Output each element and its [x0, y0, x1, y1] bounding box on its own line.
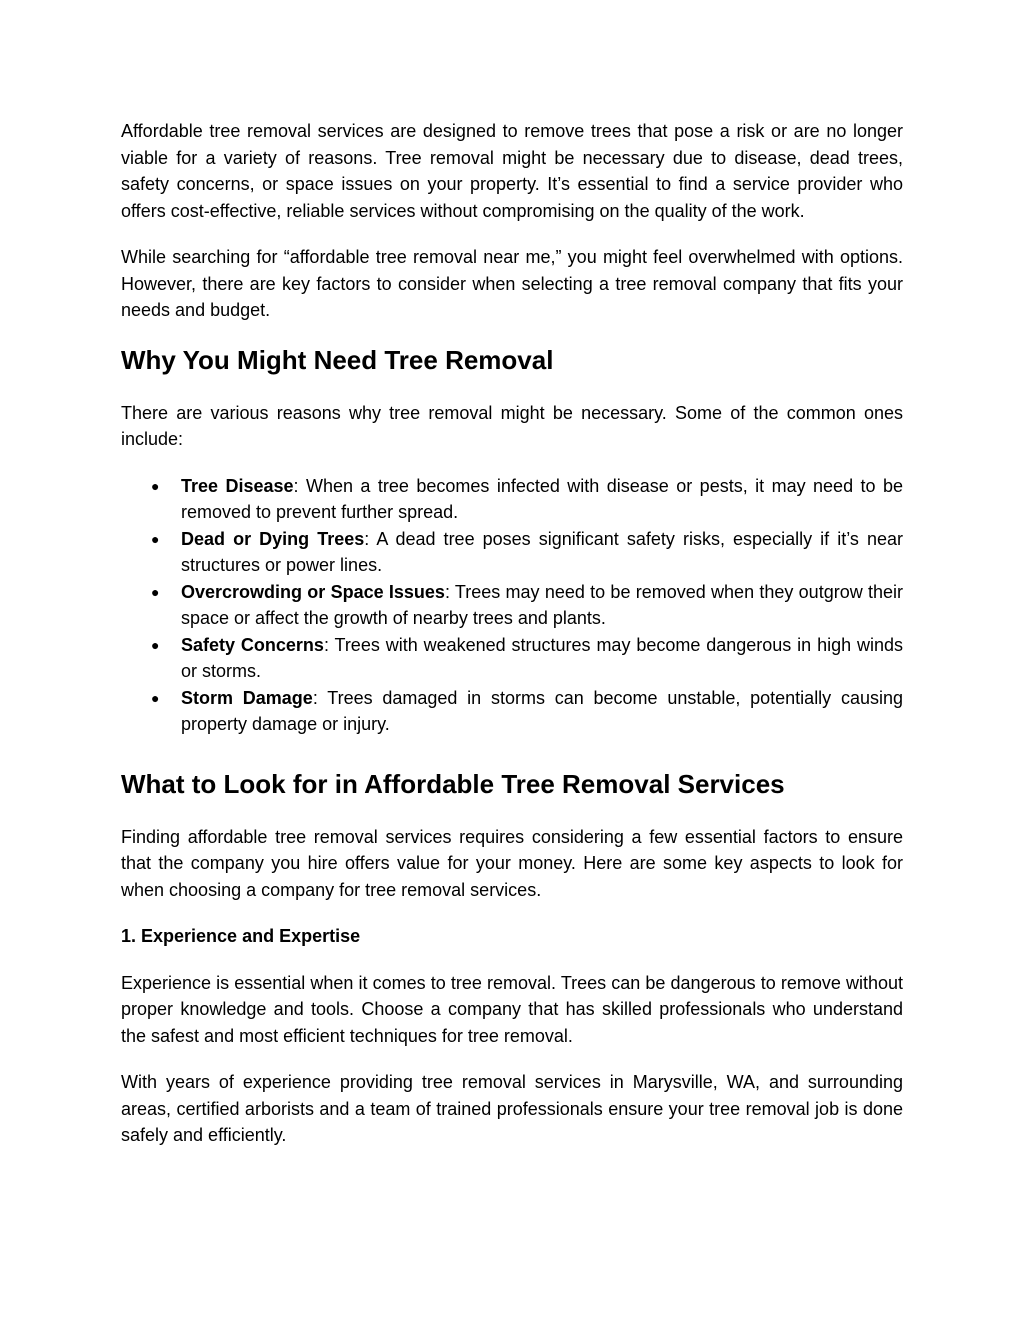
list-item: [151, 685, 903, 738]
intro-paragraph-2: While searching for “affordable tree removal near me,” you might feel overwhelmed with options. However, there are key factors to consider when selecting a tree removal company that fits your needs and budget.: [121, 247, 903, 320]
section-heading-what: What to Look for in Affordable Tree Removal Services: [121, 768, 785, 799]
list-item: [151, 579, 904, 632]
document-page: [121, 118, 903, 1169]
list-item: [151, 632, 903, 685]
reason-term: Tree Disease: [181, 475, 294, 496]
reason-term: Safety Concerns: [181, 634, 324, 655]
what-intro-paragraph: Finding affordable tree removal services requires considering a few essential factors to ensure that the company you hire offers value for your money. Here are some key aspects to look for when choosing a company for tree removal services.: [121, 826, 903, 900]
intro-paragraph-1: Affordable tree removal services are designed to remove trees that pose a risk or are no longer viable for a variety of reasons. Tree removal might be necessary due to disease, dead trees, safety concerns, or space issues on your property. It’s essential to find a service provider who offers cost-effective, reliable services without compromising on the quality of the work.: [121, 121, 903, 221]
reason-term: Storm Damage: [181, 687, 313, 708]
experience-paragraph-2: With years of experience providing tree removal services in Marysville, WA, and surrounding areas, certified arborists and a team of trained professionals ensure your tree removal job is done safely and efficiently.: [121, 1072, 903, 1145]
list-item: [151, 526, 903, 579]
bullet-icon: ●: [151, 689, 160, 706]
reasons-list: [121, 473, 903, 738]
bullet-icon: ●: [151, 477, 160, 494]
reason-description: : A dead tree poses significant safety risks, especially if it’s near structures or power lines.: [181, 528, 903, 575]
reason-term: Dead or Dying Trees: [181, 528, 365, 549]
reason-description: : When a tree becomes infected with disease or pests, it may need to be removed to prevent further spread.: [181, 475, 903, 522]
reason-description: : Trees damaged in storms can become unstable, potentially causing property damage or injury.: [181, 687, 903, 734]
section-heading-why: Why You Might Need Tree Removal: [121, 344, 554, 375]
bullet-icon: ●: [151, 636, 160, 653]
reason-description: : Trees with weakened structures may become dangerous in high winds or storms.: [181, 634, 903, 681]
bullet-icon: ●: [151, 583, 160, 600]
reason-term: Overcrowding or Space Issues: [181, 581, 445, 602]
experience-paragraph-1: Experience is essential when it comes to tree removal. Trees can be dangerous to remove without proper knowledge and tools. Choose a company that has skilled professionals who understand the safest and most efficient techniques for tree removal.: [121, 972, 903, 1046]
subheading-experience: 1. Experience and Expertise: [121, 926, 361, 946]
bullet-icon: ●: [151, 530, 160, 547]
list-item: [151, 473, 903, 526]
why-intro-paragraph: There are various reasons why tree removal might be necessary. Some of the common ones include:: [121, 402, 903, 449]
reason-description: : Trees may need to be removed when they outgrow their space or affect the growth of nearby trees and plants.: [181, 581, 904, 628]
